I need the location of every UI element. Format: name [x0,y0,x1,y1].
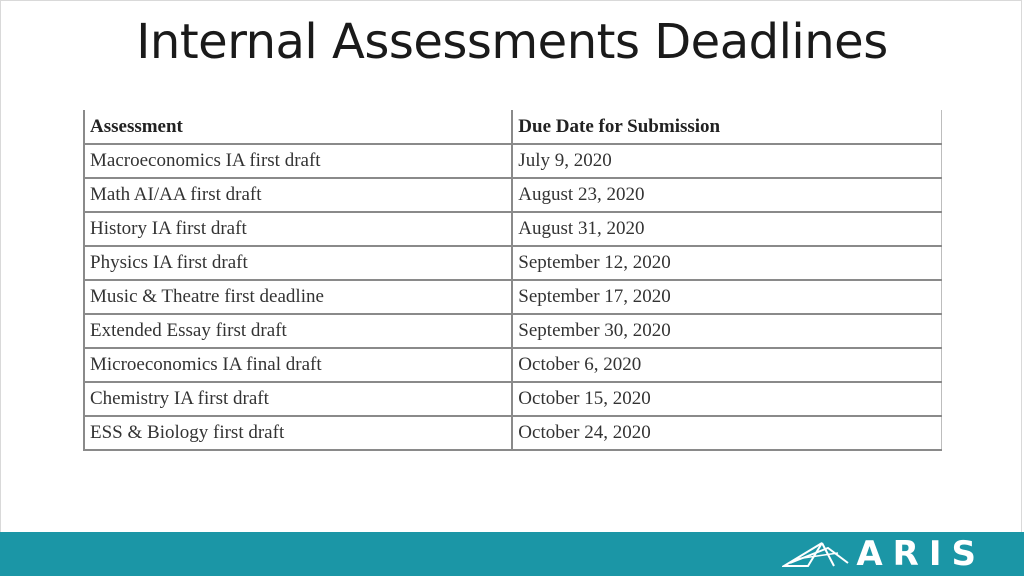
table-row [84,246,942,280]
due-date-cell: September 30, 2020 [512,314,941,348]
table-row [84,348,942,382]
assessment-cell: Macroeconomics IA first draft [84,144,512,178]
assessment-cell: Extended Essay first draft [84,314,512,348]
page-title: Internal Assessments Deadlines [136,14,888,70]
table-row [84,382,942,416]
table-row [84,280,942,314]
due-date-cell: August 23, 2020 [512,178,941,212]
assessment-cell: Physics IA first draft [84,246,512,280]
deadlines-table [83,110,942,451]
assessment-cell: Music & Theatre first deadline [84,280,512,314]
due-date-cell: October 6, 2020 [512,348,941,382]
table-row [84,314,942,348]
aris-logo-text: ARIS [856,534,986,574]
due-date-cell: September 12, 2020 [512,246,941,280]
column-header-assessment: Assessment [84,110,512,144]
due-date-cell: September 17, 2020 [512,280,941,314]
assessment-cell: History IA first draft [84,212,512,246]
due-date-cell: July 9, 2020 [512,144,941,178]
aris-logo [782,534,986,574]
due-date-cell: October 24, 2020 [512,416,941,450]
table-row [84,212,942,246]
assessment-cell: Math AI/AA first draft [84,178,512,212]
assessment-cell: Chemistry IA first draft [84,382,512,416]
table-row [84,178,942,212]
aris-a-icon [782,539,852,569]
due-date-cell: October 15, 2020 [512,382,941,416]
footer-bar [0,532,1024,576]
table-row [84,144,942,178]
column-header-due-date: Due Date for Submission [512,110,941,144]
assessment-cell: ESS & Biology first draft [84,416,512,450]
table-row [84,416,942,450]
table-header-row [84,110,942,144]
due-date-cell: August 31, 2020 [512,212,941,246]
assessment-cell: Microeconomics IA final draft [84,348,512,382]
